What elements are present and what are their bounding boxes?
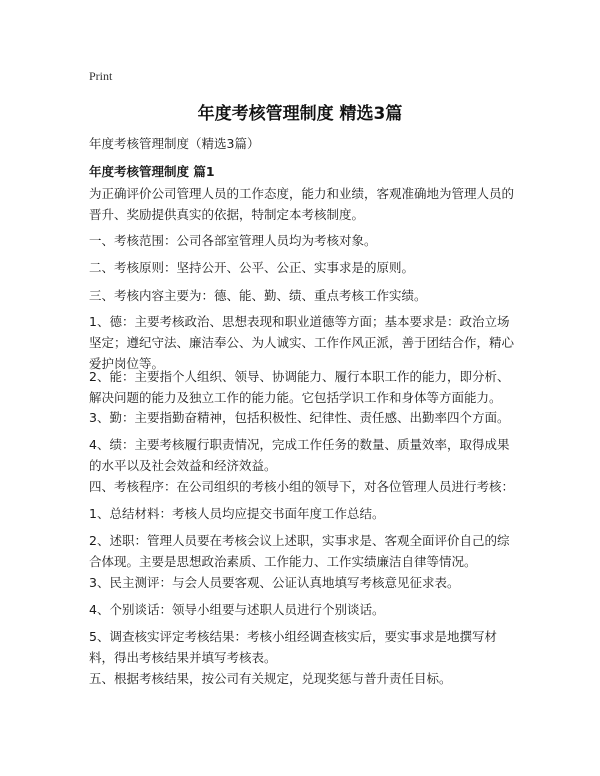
page-title: 年度考核管理制度 精选3篇 — [197, 104, 403, 124]
paragraph-content: 三、考核内容主要为：德、能、勤、绩、重点考核工作实绩。 — [89, 288, 427, 303]
paragraph-result: 五、根据考核结果，按公司有关规定，兑现奖惩与普升责任目标。 — [89, 671, 452, 686]
paragraph-report: 2、述职：管理人员要在考核会议上述职，实事求是、客观全面评价自己的综合体现。主要是思想政治素质、工作能力、工作实绩廉洁自律等情况。 — [89, 533, 510, 569]
paragraph-performance: 4、绩：主要考核履行职责情况，完成工作任务的数量、质量效率，取得成果的水平以及社会效益和经济效益。 — [89, 437, 510, 473]
paragraph-principle: 二、考核原则：坚持公开、公平、公正、实事求是的原则。 — [89, 260, 415, 275]
paragraph-verification: 5、调查核实评定考核结果：考核小组经调查核实后，要实事求是地撰写材料，得出考核结果并填写考核表。 — [89, 629, 497, 665]
paragraph-morality: 1、德：主要考核政治、思想表现和职业道德等方面；基本要求是：政治立场坚定；遵纪守法、廉洁奉公、为人诚实、工作作风正派，善于团结合作，精心爱护岗位等。 — [89, 314, 515, 371]
paragraph-intro: 为正确评价公司管理人员的工作态度，能力和业绩，客观准确地为管理人员的晋升、奖励提供真实的依据，特制定本考核制度。 — [89, 186, 515, 222]
section-heading: 年度考核管理制度 篇1 — [89, 164, 215, 179]
paragraph-diligence: 3、勤：主要指勤奋精神，包括积极性、纪律性、责任感、出勤率四个方面。 — [89, 410, 510, 425]
paragraph-interview: 4、个别谈话：领导小组要与述职人员进行个别谈话。 — [89, 602, 385, 617]
print-label[interactable]: Print — [89, 69, 113, 83]
paragraph-summary: 1、总结材料：考核人员均应提交书面年度工作总结。 — [89, 506, 385, 521]
paragraph-procedure: 四、考核程序：在公司组织的考核小组的领导下，对各位管理人员进行考核： — [89, 479, 515, 494]
paragraph-ability: 2、能：主要指个人组织、领导、协调能力、履行本职工作的能力，即分析、解决问题的能力及独立工作的能力能。它包括学识工作和身体等方面能力。 — [89, 369, 510, 405]
paragraph-evaluation: 3、民主测评：与会人员要客观、公证认真地填写考核意见征求表。 — [89, 575, 460, 590]
paragraph-scope: 一、考核范围：公司各部室管理人员均为考核对象。 — [89, 233, 377, 248]
document-subtitle: 年度考核管理制度（精选3篇） — [89, 136, 260, 151]
